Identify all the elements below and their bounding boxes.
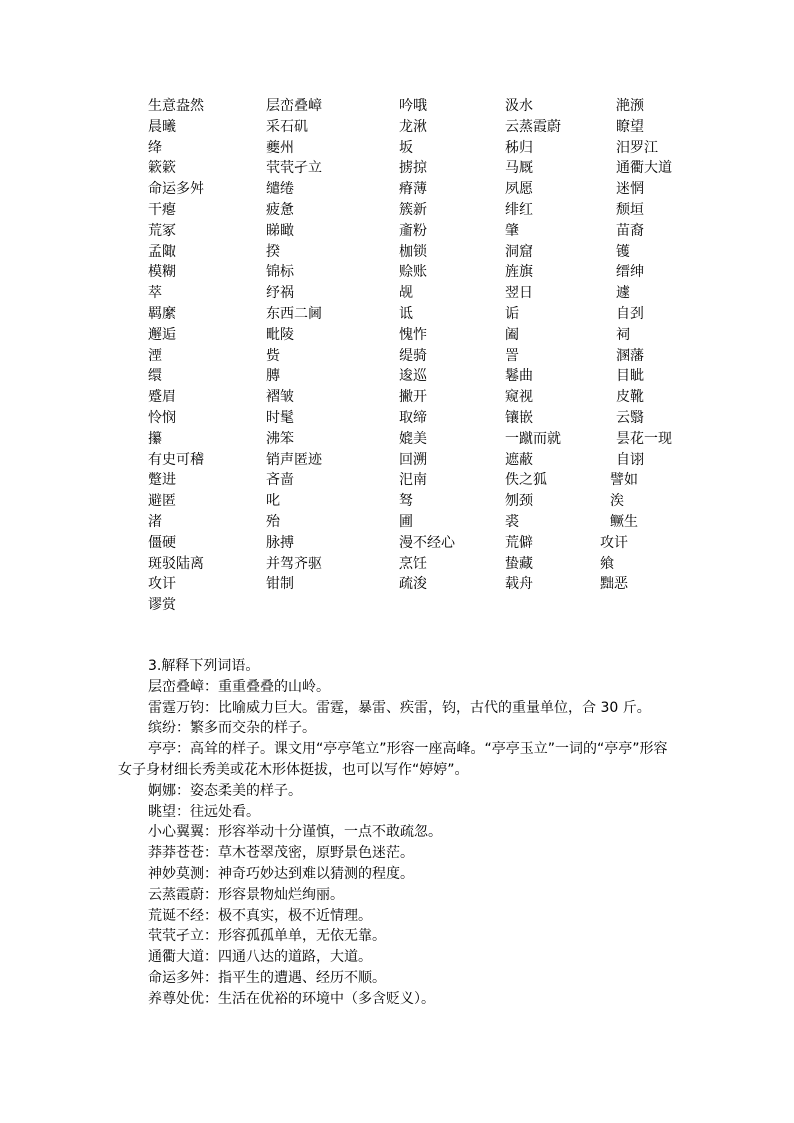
vocabulary-word: 齑粉 [399, 222, 427, 239]
vocabulary-word: 缙绅 [616, 264, 644, 281]
word-row [148, 346, 708, 367]
vocabulary-word: 怜悯 [148, 409, 176, 426]
vocabulary-word: 詈 [505, 347, 519, 364]
word-row [148, 470, 708, 491]
vocabulary-word: 云翳 [616, 409, 644, 426]
vocabulary-word: 瞭望 [616, 118, 644, 135]
vocabulary-word: 钳制 [266, 576, 294, 593]
vocabulary-word: 蹙眉 [148, 389, 176, 406]
definition-item: 婀娜：姿态柔美的样子。 [148, 782, 302, 799]
vocabulary-word: 枷锁 [399, 243, 427, 260]
vocabulary-word: 纾祸 [266, 285, 294, 302]
word-row [148, 262, 708, 283]
definition-item: 养尊处优：生活在优裕的环境中（多含贬义）。 [148, 990, 435, 1007]
word-row [148, 200, 708, 221]
vocabulary-word: 祠 [616, 326, 630, 343]
definition-item: 层峦叠嶂：重重叠叠的山岭。 [148, 678, 330, 695]
vocabulary-word: 脉搏 [266, 534, 294, 551]
vocabulary-word: 东西二阃 [266, 305, 322, 322]
vocabulary-word: 蛰藏 [505, 555, 533, 572]
vocabulary-word: 翌日 [505, 285, 533, 302]
vocabulary-word: 坂 [399, 139, 413, 156]
vocabulary-word: 驽 [399, 493, 413, 510]
vocabulary-word: 窥视 [505, 389, 533, 406]
vocabulary-word: 绯红 [505, 201, 533, 218]
vocabulary-word: 吝啬 [266, 472, 294, 489]
word-row [148, 366, 708, 387]
vocabulary-word: 僵硬 [148, 534, 176, 551]
vocabulary-word: 攻讦 [148, 576, 176, 593]
vocabulary-word: 荒冢 [148, 222, 176, 239]
vocabulary-word: 龙湫 [399, 118, 427, 135]
vocabulary-word: 赀 [266, 347, 280, 364]
vocabulary-word: 晨曦 [148, 118, 176, 135]
vocabulary-word: 回溯 [399, 451, 427, 468]
vocabulary-word: 汜南 [399, 472, 427, 489]
vocabulary-word: 缇骑 [399, 347, 427, 364]
vocabulary-word: 烹饪 [399, 555, 427, 572]
vocabulary-word: 殆 [266, 513, 280, 530]
word-row [148, 325, 708, 346]
vocabulary-word: 命运多舛 [148, 181, 204, 198]
word-row [148, 138, 708, 159]
vocabulary-word: 阖 [505, 326, 519, 343]
vocabulary-word: 圃 [399, 513, 413, 530]
vocabulary-word: 疲惫 [266, 201, 294, 218]
vocabulary-word: 马厩 [505, 160, 533, 177]
definitions-list [118, 677, 678, 1010]
definition-item: 莽莽苍苍：草木苍翠茂密，原野景色迷茫。 [148, 845, 414, 862]
vocabulary-word: 瘠薄 [399, 181, 427, 198]
definition-item: 茕茕孑立：形容孤孤单单，无依无靠。 [148, 928, 386, 945]
vocabulary-word: 羁縻 [148, 305, 176, 322]
word-row [148, 512, 708, 533]
vocabulary-word: 茕茕孑立 [266, 160, 322, 177]
definition-item: 亭亭：高耸的样子。课文用“亭亭笔立”形容一座高峰。“亭亭玉立”一词的“亭亭”形容女子身材细长秀美或花木形体挺拔，也可以写作“婷婷”。 [118, 741, 668, 778]
vocabulary-word: 褶皱 [266, 389, 294, 406]
vocabulary-word: 苗裔 [616, 222, 644, 239]
word-row [148, 408, 708, 429]
word-row [148, 387, 708, 408]
vocabulary-word: 生意盎然 [148, 98, 204, 114]
vocabulary-word: 销声匿迹 [266, 451, 322, 468]
vocabulary-word: 缳 [148, 368, 162, 385]
vocabulary-word: 黜恶 [600, 576, 628, 593]
vocabulary-word: 采石矶 [266, 118, 308, 135]
vocabulary-word: 簌簌 [148, 160, 176, 177]
definition-item: 云蒸霞蔚：形容景物灿烂绚丽。 [148, 886, 344, 903]
word-row [148, 595, 708, 616]
vocabulary-word: 膞 [266, 368, 280, 385]
vocabulary-word: 撇开 [399, 389, 427, 406]
vocabulary-word: 鬈曲 [505, 368, 533, 385]
vocabulary-word: 萃 [148, 285, 162, 302]
word-row [148, 179, 708, 200]
vocabulary-word: 谬赏 [148, 597, 176, 614]
vocabulary-word: 吟哦 [399, 98, 427, 114]
vocabulary-word: 飨 [600, 555, 614, 572]
vocabulary-word: 夙愿 [505, 181, 533, 198]
vocabulary-word: 层峦叠嶂 [266, 98, 322, 114]
vocabulary-word: 沸笨 [266, 430, 294, 447]
vocabulary-word: 滟滪 [616, 98, 644, 114]
vocabulary-word: 斑驳陆离 [148, 555, 204, 572]
definition-item: 通衢大道：四通八达的道路，大道。 [148, 949, 372, 966]
vocabulary-word: 渚 [148, 513, 162, 530]
vocabulary-word: 佚之狐 [505, 472, 547, 489]
vocabulary-word: 有史可稽 [148, 451, 204, 468]
vocabulary-word: 譬如 [610, 472, 638, 489]
vocabulary-word: 疏浚 [399, 576, 427, 593]
vocabulary-word: 觇 [399, 285, 413, 302]
vocabulary-word: 孟陬 [148, 243, 176, 260]
vocabulary-word: 诟 [505, 305, 519, 322]
word-row [148, 242, 708, 263]
vocabulary-word: 攥 [148, 430, 162, 447]
word-row [148, 491, 708, 512]
word-row [148, 574, 708, 595]
vocabulary-word: 载舟 [505, 576, 533, 593]
definitions-heading: 3.解释下列词语。 [148, 658, 260, 674]
vocabulary-word: 自刭 [616, 305, 644, 322]
vocabulary-word: 目眦 [616, 368, 644, 385]
vocabulary-word: 时髦 [266, 409, 294, 426]
vocabulary-word: 取缔 [399, 409, 427, 426]
word-row [148, 554, 708, 575]
vocabulary-word: 鳜生 [610, 513, 638, 530]
vocabulary-word: 自诩 [616, 451, 644, 468]
definitions-section [118, 656, 678, 1010]
vocabulary-word: 绛 [148, 139, 162, 156]
word-row [148, 533, 708, 554]
vocabulary-word: 刎颈 [505, 493, 533, 510]
vocabulary-word: 毗陵 [266, 326, 294, 343]
word-row [148, 429, 708, 450]
word-row [148, 117, 708, 138]
vocabulary-word: 赊账 [399, 264, 427, 281]
vocabulary-word: 溷藩 [616, 347, 644, 364]
vocabulary-word: 遽 [616, 285, 630, 302]
word-row [148, 283, 708, 304]
vocabulary-word: 睇瞰 [266, 222, 294, 239]
vocabulary-word: 缱绻 [266, 181, 294, 198]
vocabulary-word: 漫不经心 [399, 534, 455, 551]
vocabulary-word: 并驾齐驱 [266, 555, 322, 572]
definition-item: 眺望：往远处看。 [148, 803, 260, 820]
word-row [148, 158, 708, 179]
vocabulary-word: 叱 [266, 493, 280, 510]
vocabulary-word: 蹩进 [148, 472, 176, 489]
vocabulary-word: 皮靴 [616, 389, 644, 406]
definition-item: 雷霆万钧：比喻威力巨大。雷霆，暴雷、疾雷，钧，古代的重量单位，合 30 斤。 [148, 699, 651, 716]
vocabulary-word: 锦标 [266, 264, 294, 281]
vocabulary-word: 湮 [148, 347, 162, 364]
definition-item: 缤纷：繁多而交杂的样子。 [148, 720, 316, 737]
vocabulary-word: 愧怍 [399, 326, 427, 343]
vocabulary-word: 镶嵌 [505, 409, 533, 426]
vocabulary-word: 裘 [505, 513, 519, 530]
vocabulary-word: 一蹴而就 [505, 430, 561, 447]
vocabulary-word: 邂逅 [148, 326, 176, 343]
vocabulary-word: 逡巡 [399, 368, 427, 385]
vocabulary-word: 遮蔽 [505, 451, 533, 468]
word-row [148, 304, 708, 325]
definition-item: 神妙莫测：神奇巧妙达到难以猜测的程度。 [148, 865, 414, 882]
vocabulary-word: 云蒸霞蔚 [505, 118, 561, 135]
vocabulary-word: 诋 [399, 305, 413, 322]
vocabulary-word: 昙花一现 [616, 430, 672, 447]
vocabulary-word: 夔州 [266, 139, 294, 156]
vocabulary-word: 涘 [610, 493, 624, 510]
vocabulary-word: 肇 [505, 222, 519, 239]
word-row [148, 96, 708, 117]
vocabulary-word: 旌旗 [505, 264, 533, 281]
vocabulary-word: 模糊 [148, 264, 176, 281]
vocabulary-word: 媲美 [399, 430, 427, 447]
vocabulary-word: 荒僻 [505, 534, 533, 551]
definition-item: 荒诞不经：极不真实，极不近情理。 [148, 907, 372, 924]
vocabulary-word: 揆 [266, 243, 280, 260]
word-row [148, 221, 708, 242]
vocabulary-word: 镬 [616, 243, 630, 260]
definition-item: 小心翼翼：形容举动十分谨慎，一点不敢疏忽。 [148, 824, 442, 841]
word-row [148, 450, 708, 471]
vocabulary-word: 汲水 [505, 98, 533, 114]
vocabulary-word: 秭归 [505, 139, 533, 156]
vocabulary-word: 掳掠 [399, 160, 427, 177]
vocabulary-word-table [148, 96, 708, 616]
vocabulary-word: 颓垣 [616, 201, 644, 218]
vocabulary-word: 汨罗江 [616, 139, 658, 156]
vocabulary-word: 洞窟 [505, 243, 533, 260]
definition-item: 命运多舛：指平生的遭遇、经历不顺。 [148, 969, 386, 986]
vocabulary-word: 攻讦 [600, 534, 628, 551]
vocabulary-word: 通衢大道 [616, 160, 672, 177]
vocabulary-word: 干瘪 [148, 201, 176, 218]
vocabulary-word: 迷惘 [616, 181, 644, 198]
vocabulary-word: 避匿 [148, 493, 176, 510]
vocabulary-word: 簇新 [399, 201, 427, 218]
